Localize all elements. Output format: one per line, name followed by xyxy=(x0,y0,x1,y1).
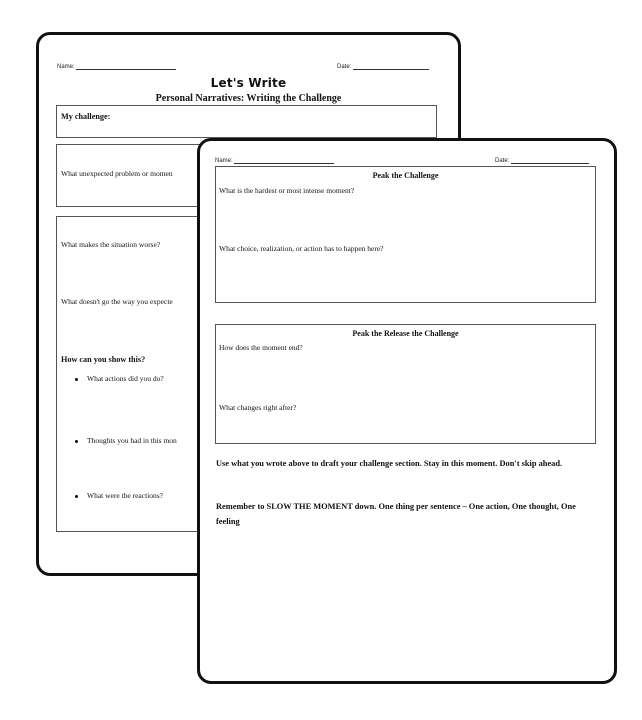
bullet-thoughts: Thoughts you had in this mon xyxy=(87,436,177,445)
back-name-field xyxy=(57,63,176,70)
q-worse: What makes the situation worse? xyxy=(61,240,161,249)
back-date-line xyxy=(353,63,429,70)
instruction-draft: Use what you wrote above to draft your challenge section. Stay in this moment. Don't skip ahead. xyxy=(216,459,563,468)
q-choice: What choice, realization, or action has to happen here? xyxy=(219,244,384,253)
bullet-icon xyxy=(75,495,78,498)
front-date-label: Date: xyxy=(495,158,510,164)
front-worksheet xyxy=(197,138,617,684)
bullet-icon xyxy=(75,378,78,381)
instruction-slow: Remember to SLOW THE MOMENT down. One thing per sentence – One action, One thought, One feeling xyxy=(216,502,576,526)
bullet-actions: What actions did you do? xyxy=(87,374,164,383)
q-expected: What doesn't go the way you expecte xyxy=(61,297,173,306)
front-date-line xyxy=(511,157,589,164)
back-date-label: Date: xyxy=(337,64,352,70)
back-name-label: Name: xyxy=(57,64,75,70)
show-heading: How can you show this? xyxy=(61,355,146,364)
peak-title: Peak the Challenge xyxy=(372,171,439,180)
release-box xyxy=(215,324,596,444)
release-title: Peak the Release the Challenge xyxy=(352,329,459,338)
bullet-icon xyxy=(75,440,78,443)
front-name-field xyxy=(215,157,334,164)
back-date-field xyxy=(337,63,429,70)
back-name-line xyxy=(76,63,176,70)
q-unexpected: What unexpected problem or momen xyxy=(61,169,173,178)
back-subtitle: Personal Narratives: Writing the Challenge xyxy=(155,93,342,104)
challenge-box xyxy=(56,105,437,138)
peak-challenge-box xyxy=(215,166,596,303)
q-changes: What changes right after? xyxy=(219,403,297,412)
back-title: Let's Write xyxy=(210,76,287,90)
bullet-reactions: What were the reactions? xyxy=(87,491,163,500)
q-end: How does the moment end? xyxy=(219,343,303,352)
front-name-label: Name: xyxy=(215,158,233,164)
front-date-field xyxy=(495,157,589,164)
front-name-line xyxy=(234,157,334,164)
challenge-label: My challenge: xyxy=(61,112,111,121)
q-hardest: What is the hardest or most intense moment? xyxy=(219,186,355,195)
